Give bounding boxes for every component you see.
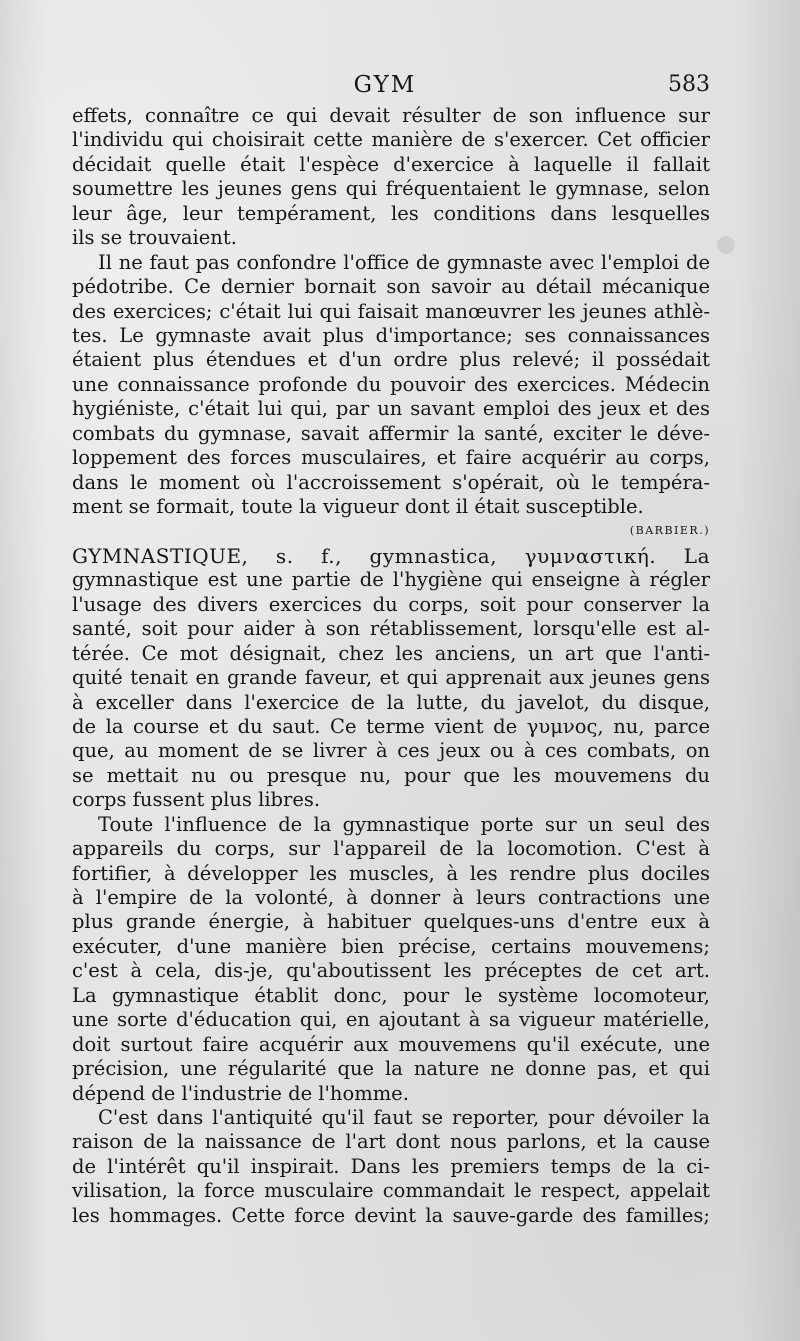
text-line: l'individu qui choisirait cette manière de s'exercer. Cet officier xyxy=(72,128,710,152)
text-line: pédotribe. Ce dernier bornait son savoir au détail mécanique xyxy=(72,275,710,299)
text-line: de la course et du saut. Ce terme vient de γυμνος, nu, parce xyxy=(72,714,710,738)
text-line: ment se formait, toute la vigueur dont il était susceptible. xyxy=(72,495,644,518)
text-line: quité tenait en grande faveur, et qui apprenait aux jeunes gens xyxy=(72,666,710,690)
body-text xyxy=(72,104,710,1228)
text-line: ils se trouvaient. xyxy=(72,226,237,250)
text-line: tes. Le gymnaste avait plus d'importance; ses connaissances xyxy=(72,323,710,347)
text-line: leur âge, leur tempérament, les conditions dans lesquelles xyxy=(72,201,710,225)
text-line: de l'intérêt qu'il inspirait. Dans les premiers temps de la ci- xyxy=(72,1154,710,1178)
text-line: C'est dans l'antiquité qu'il faut se reporter, pour dévoiler la xyxy=(98,1105,710,1129)
text-line: plus grande énergie, à habituer quelques-uns d'entre eux à xyxy=(72,910,710,934)
text-line: doit surtout faire acquérir aux mouvemens qu'il exécute, une xyxy=(72,1032,710,1056)
page-number: 583 xyxy=(668,72,710,97)
text-line: se mettait nu ou presque nu, pour que les mouvemens du xyxy=(72,763,710,787)
text-line: Il ne faut pas confondre l'office de gymnaste avec l'emploi de xyxy=(98,250,710,274)
text-line: c'est à cela, dis-je, qu'aboutissent les préceptes de cet art. xyxy=(72,959,710,983)
text-line: appareils du corps, sur l'appareil de la locomotion. C'est à xyxy=(72,837,710,861)
text-line: santé, soit pour aider à son rétablissement, lorsqu'elle est al- xyxy=(72,617,710,641)
page-header xyxy=(60,72,710,106)
text-line: dans le moment où l'accroissement s'opérait, où le tempéra- xyxy=(72,470,710,494)
text-line: à l'empire de la volonté, à donner à leurs contractions une xyxy=(72,886,710,909)
text-line: térée. Ce mot désignait, chez les anciens, un art que l'anti- xyxy=(72,641,710,665)
text-line: décidait quelle était l'espèce d'exercice à laquelle il fallait xyxy=(72,152,710,176)
text-line: loppement des forces musculaires, et faire acquérir au corps, xyxy=(72,446,710,470)
page-stain xyxy=(717,236,735,254)
running-head: GYM xyxy=(353,72,417,98)
entry-headword-line: GYMNASTIQUE, s. f., gymnastica, γυμναστική. La xyxy=(72,543,710,568)
text-line: hygiéniste, c'était lui qui, par un savant emploi des jeux et des xyxy=(72,397,710,421)
text-line: étaient plus étendues et d'un ordre plus relevé; il possédait xyxy=(72,348,710,372)
text-line: raison de la naissance de l'art dont nous parlons, et la cause xyxy=(72,1130,710,1154)
text-line: effets, connaître ce qui devait résulter de son influence sur xyxy=(72,104,710,127)
text-line: gymnastique est une partie de l'hygiène qui enseigne à régler xyxy=(72,568,710,592)
text-line: corps fussent plus libres. xyxy=(72,788,321,812)
text-line: une connaissance profonde du pouvoir des exercices. Médecin xyxy=(72,372,710,396)
text-line: fortifier, à développer les muscles, à les rendre plus dociles xyxy=(72,861,710,885)
author-signature: (BARBIER.) xyxy=(629,524,710,538)
text-line: une sorte d'éducation qui, en ajoutant à sa vigueur matérielle, xyxy=(72,1008,710,1032)
text-line: que, au moment de se livrer à ces jeux ou à ces combats, on xyxy=(72,739,710,763)
text-line: soumettre les jeunes gens qui fréquentaient le gymnase, selon xyxy=(72,177,710,201)
text-line: Toute l'influence de la gymnastique porte sur un seul des xyxy=(98,812,710,836)
text-line: dépend de l'industrie de l'homme. xyxy=(72,1081,409,1105)
text-line: vilisation, la force musculaire commandait le respect, appelait xyxy=(72,1179,710,1203)
text-line: les hommages. Cette force devint la sauve-garde des familles; xyxy=(72,1203,710,1227)
text-line: combats du gymnase, savait affermir la santé, exciter le déve- xyxy=(72,421,710,445)
text-line: des exercices; c'était lui qui faisait manœuvrer les jeunes athlè- xyxy=(72,299,710,323)
text-line: l'usage des divers exercices du corps, soit pour conserver la xyxy=(72,592,710,616)
text-line: exécuter, d'une manière bien précise, certains mouvemens; xyxy=(72,934,710,958)
text-line: précision, une régularité que la nature ne donne pas, et qui xyxy=(72,1057,710,1081)
text-line: à exceller dans l'exercice de la lutte, du javelot, du disque, xyxy=(72,690,710,714)
text-line: La gymnastique établit donc, pour le système locomoteur, xyxy=(72,983,710,1007)
